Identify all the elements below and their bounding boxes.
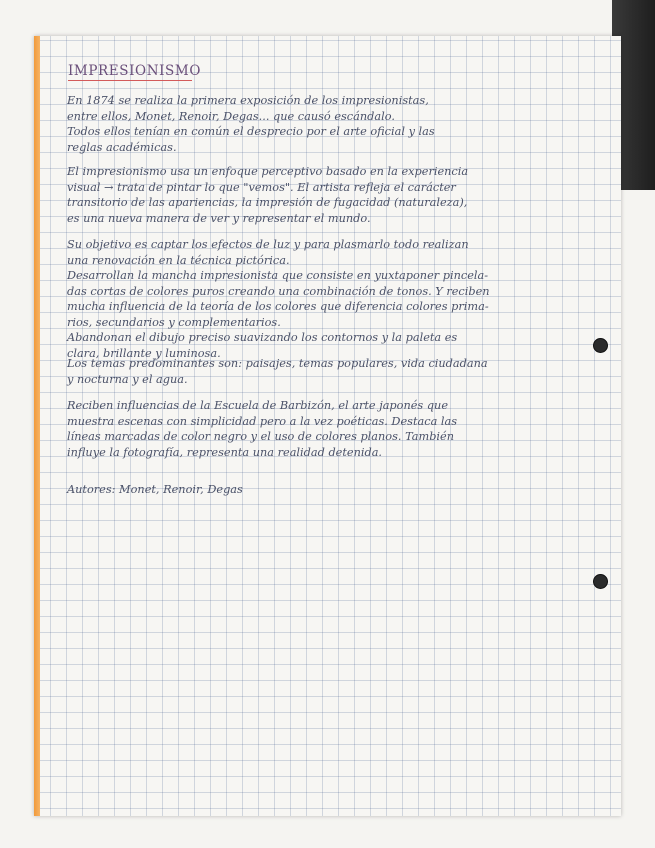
paragraph-enfoque: [67, 164, 577, 226]
text-line: El impresionismo usa un enfoque perceptivo basado en la experiencia: [67, 165, 469, 178]
text-line: rios, secundarios y complementarios.: [67, 315, 281, 329]
text-line: Desarrollan la mancha impresionista que consiste en yuxtaponer pincela-: [67, 269, 489, 282]
text-line: y nocturna y el agua.: [67, 372, 188, 386]
text-line: influye la fotografía, representa una realidad detenida.: [67, 445, 383, 459]
text-line: muestra escenas con simplicidad pero a la vez poéticas. Destaca las: [67, 414, 458, 428]
text-line: líneas marcadas de color negro y el uso de colores planos. También: [67, 430, 455, 443]
text-line: Los temas predominantes son: paisajes, temas populares, vida ciudadana: [67, 357, 488, 370]
text-line: En 1874 se realiza la primera exposición de los impresionistas,: [67, 94, 429, 107]
text-line: visual → trata de pintar lo que "vemos". El artista refleja el carácter: [67, 180, 456, 194]
paragraph-influencias: [67, 398, 577, 460]
paragraph-objetivo: [67, 237, 577, 361]
title-underline: [68, 80, 192, 81]
text-line: entre ellos, Monet, Renoir, Degas... que causó escándalo.: [67, 109, 395, 123]
text-line: Todos ellos tenían en común el desprecio por el arte oficial y las: [67, 125, 435, 138]
handwritten-notes: [34, 36, 621, 816]
paragraph-exposition: [67, 93, 577, 155]
text-line: Autores: Monet, Renoir, Degas: [67, 483, 243, 496]
page-title: IMPRESIONISMO: [68, 63, 201, 79]
paragraph-temas: [67, 356, 577, 387]
text-line: transitorio de las apariencias, la impresión de fugacidad (naturaleza),: [67, 196, 468, 209]
text-line: una renovación en la técnica pictórica.: [67, 253, 290, 267]
text-line: clara, brillante y luminosa.: [67, 346, 221, 360]
notebook-page: [34, 36, 621, 816]
text-line: reglas académicas.: [67, 140, 177, 154]
text-line: es una nueva manera de ver y representar el mundo.: [67, 211, 371, 225]
text-line: mucha influencia de la teoría de los colores que diferencia colores prima-: [67, 300, 489, 313]
text-line: Abandonan el dibujo preciso suavizando los contornos y la paleta es: [67, 331, 458, 344]
paragraph-autores: [67, 482, 577, 498]
text-line: Reciben influencias de la Escuela de Barbizón, el arte japonés que: [67, 399, 449, 412]
text-line: das cortas de colores puros creando una combinación de tonos. Y reciben: [67, 284, 490, 298]
text-line: Su objetivo es captar los efectos de luz y para plasmarlo todo realizan: [67, 238, 469, 251]
